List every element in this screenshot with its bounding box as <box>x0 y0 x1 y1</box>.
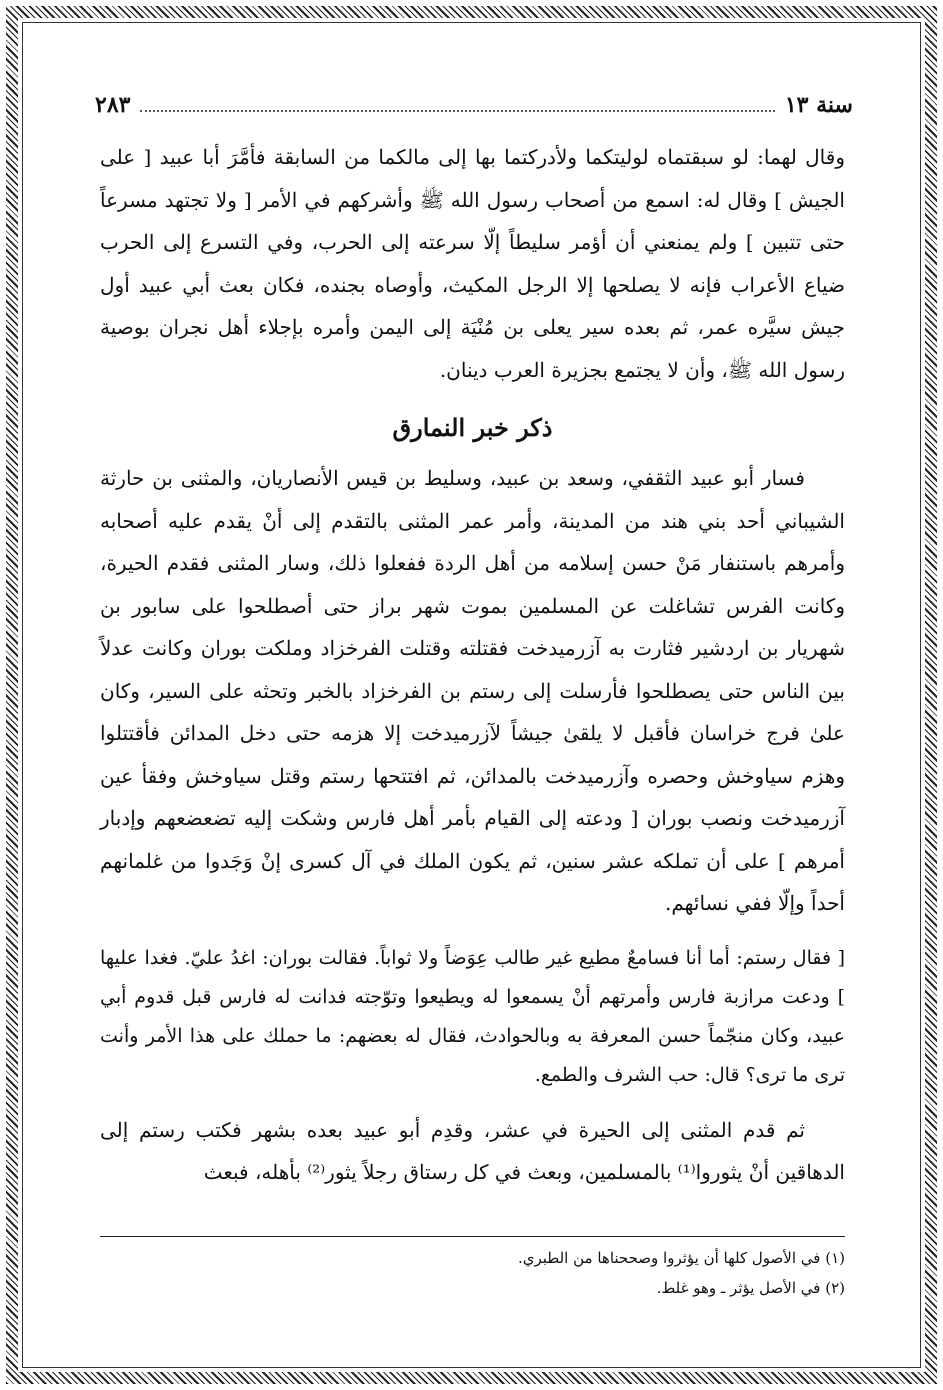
year-label: سنة ١٣ <box>784 92 853 118</box>
paragraph-3: [ فقال رستم: أما أنا فسامعٌ مطيع غير طالب عِوَضاً ولا ثواباً. فقالت بوران: اغدُ عليّ. فغدا عليها ] ودعت مرازبة فارس وأمرتهم أنْ يسمعوا له ويطيعوا وتوّجته فدانت له فارس قبل قدوم أبي عبيد، وكان منجّماً حسن المعرفة به وبالحوادث، فقال له بعضهم: ما حملك على هذا الأمر وأنت ترى ما ترى؟ قال: حب الشرف والطمع. <box>100 946 845 1086</box>
running-header <box>95 88 853 118</box>
paragraph-2: فسار أبو عبيد الثقفي، وسعد بن عبيد، وسليط بن قيس الأنصاريان، والمثنى بن حارثة الشيباني أحد بني هند من المدينة، وأمر عمر المثنى بالتقدم إلى أنْ يقدم عليه أصحابه وأمرهم باستنفار مَنْ حسن إسلامه من أهل الردة ففعلوا ذلك، وسار المثنى فقدم الحيرة، وكانت الفرس تشاغلت عن المسلمين بموت شهر براز حتى أصطلحوا على سابور بن شهريار بن اردشير فثارت به آزرميدخت فقتلته وقتلت الفرخزاد وملكت بوران وكانت عدلاً بين الناس حتى يصطلحوا فأرسلت إلى رستم بن الفرخزاد بالخبر وتحثه على السير، وكان علىٰ فرج خراسان فأقبل لا يلقىٰ جيشاً لآزرميدخت إلا هزمه حتى دخل المدائن فأقتتلوا وهزم سياوخش وحصره وآزرميدخت بالمدائن، ثم افتتحها رستم وقتل سياوخش وفقأ عين آزرميدخت ونصب بوران [ ودعته إلى القيام بأمر أهل فارس وشكت إليه تضعضعهم وإدبار أمرهم ] على أن تملكه عشر سنين، ثم يكون الملك في آل كسرى إنْ وَجَدوا من غلمانهم أحداً وإلّا ففي نسائهم. <box>100 466 845 915</box>
footnotes <box>100 1236 845 1303</box>
page-number: ٢٨٣ <box>95 92 131 118</box>
paragraph-4: ثم قدم المثنى إلى الحيرة في عشر، وقدِم أبو عبيد بعده بشهر فكتب رستم إلى الدهاقين أنْ يثوروا⁽¹⁾ بالمسلمين، وبعث في كل رستاق رجلاً يثور⁽²⁾ بأهله، فبعث <box>100 1117 845 1184</box>
footnote-1: (١) في الأصول كلها أن يؤثروا وصححناها من الطبري. <box>518 1249 845 1267</box>
paragraph-1: وقال لهما: لو سبقتماه لوليتكما ولأدركتما بها إلى مالكما من السابقة فأمَّرَ أبا عبيد [ على الجيش ] وقال له: اسمع من أصحاب رسول الله ﷺ وأشركهم في الأمر [ ولا تجتهد مسرعاً حتى تتبين ] ولم يمنعني أن أؤمر سليطاً إلّا سرعته إلى الحرب، وفي التسرع إلى الحرب ضياع الأعراب فإنه لا يصلحها إلا الرجل المكيث، وأوصاه بجنده، فكان بعث أبي عبيد أول جيش سيَّره عمر، ثم بعده سير يعلى بن مُنْيَة إلى اليمن وأمره بإجلاء أهل نجران بوصية رسول الله ﷺ، وأن لا يجتمع بجزيرة العرب دينان. <box>100 145 845 382</box>
header-dotted-leader <box>140 110 774 112</box>
footnote-2: (٢) في الأصل يؤثر ـ وهو غلط. <box>656 1279 845 1297</box>
section-heading: ذكر خبر النمارق <box>392 413 553 442</box>
page-body <box>100 136 845 1194</box>
